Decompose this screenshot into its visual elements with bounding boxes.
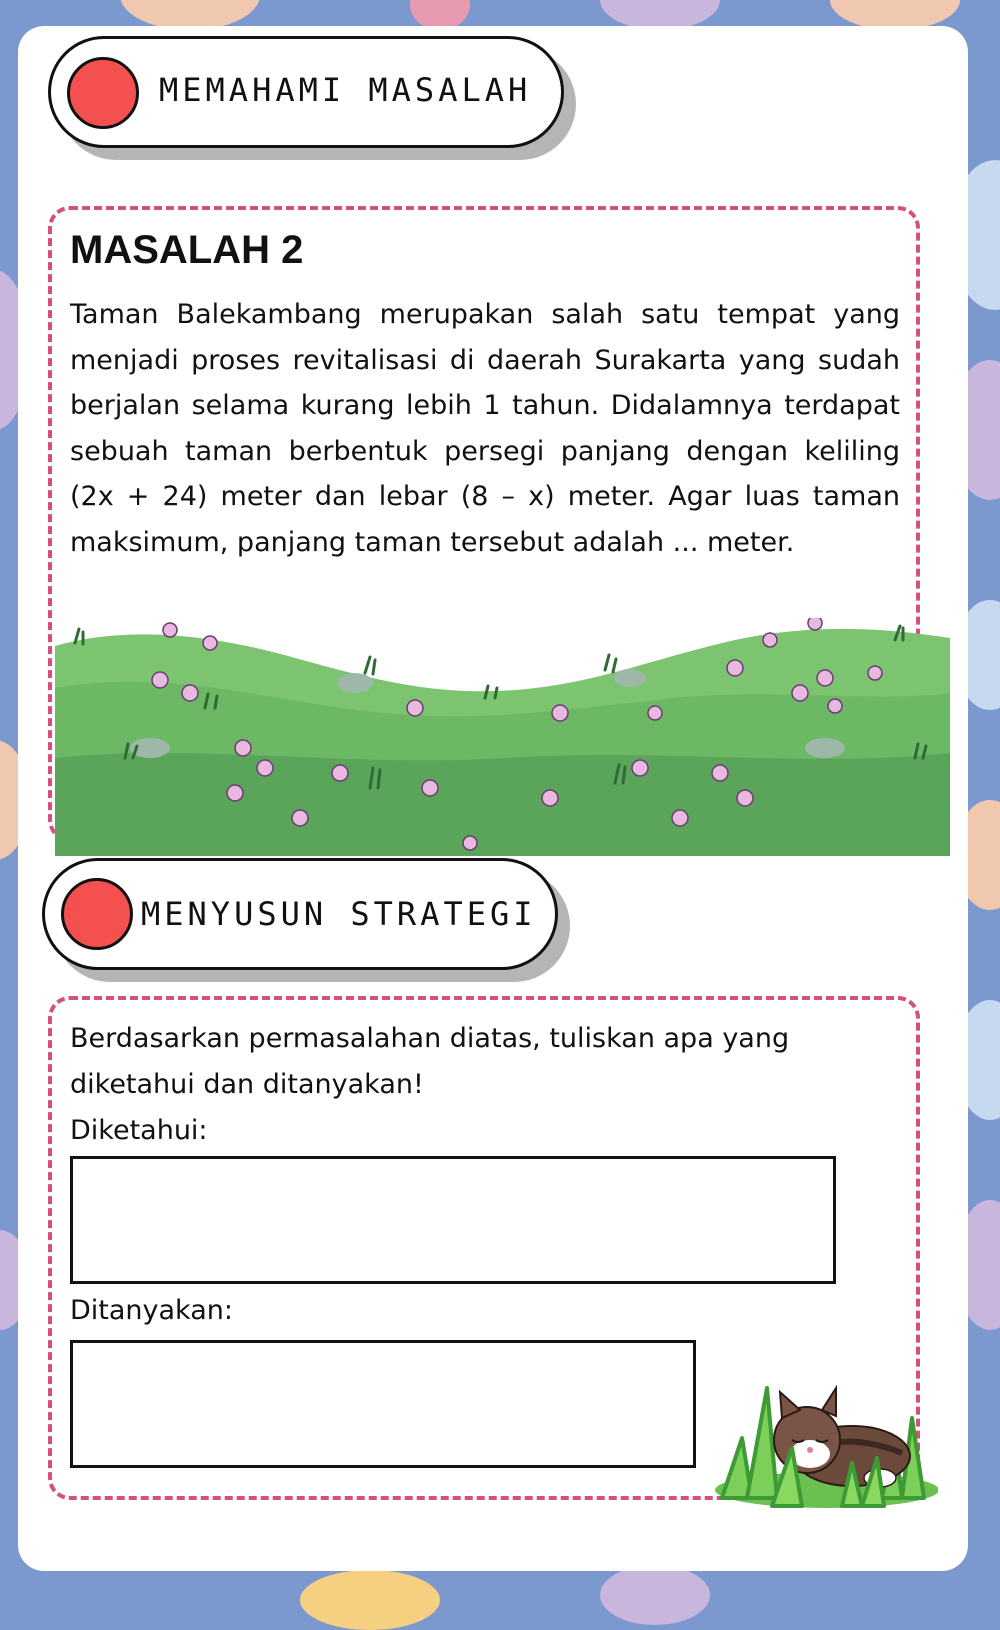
bg-blob bbox=[300, 1570, 440, 1630]
section-heading-label: MEMAHAMI MASALAH bbox=[159, 71, 532, 109]
red-circle-icon bbox=[61, 878, 133, 950]
instruction-line-2: diketahui dan ditanyakan! bbox=[70, 1069, 424, 1100]
section-heading-label: MENYUSUN STRATEGI bbox=[141, 895, 537, 933]
instruction-line-1: Berdasarkan permasalahan diatas, tuliskan apa yang bbox=[70, 1023, 790, 1054]
grass-meadow-illustration bbox=[55, 618, 950, 856]
section-heading-understand bbox=[48, 36, 564, 148]
problem-text: Taman Balekambang merupakan salah satu tempat yang menjadi proses revitalisasi di daerah Surakarta yang sudah berjalan selama kurang lebih 1 tahun. Didalamnya terdapat sebuah taman berbentuk persegi panjang dengan keliling (2x + 24) meter dan lebar (8 – x) meter. Agar luas taman maksimum, panjang taman tersebut adalah ... meter. bbox=[70, 299, 900, 558]
known-label: Diketahui: bbox=[70, 1115, 208, 1146]
problem-title: MASALAH 2 bbox=[70, 228, 304, 272]
sleeping-cat-icon bbox=[712, 1378, 938, 1508]
bg-blob bbox=[600, 1565, 710, 1625]
section-heading-strategy bbox=[42, 858, 558, 970]
known-answer-field[interactable] bbox=[70, 1156, 836, 1284]
asked-answer-field[interactable] bbox=[70, 1340, 696, 1468]
asked-label: Ditanyakan: bbox=[70, 1295, 233, 1326]
red-circle-icon bbox=[67, 57, 139, 129]
